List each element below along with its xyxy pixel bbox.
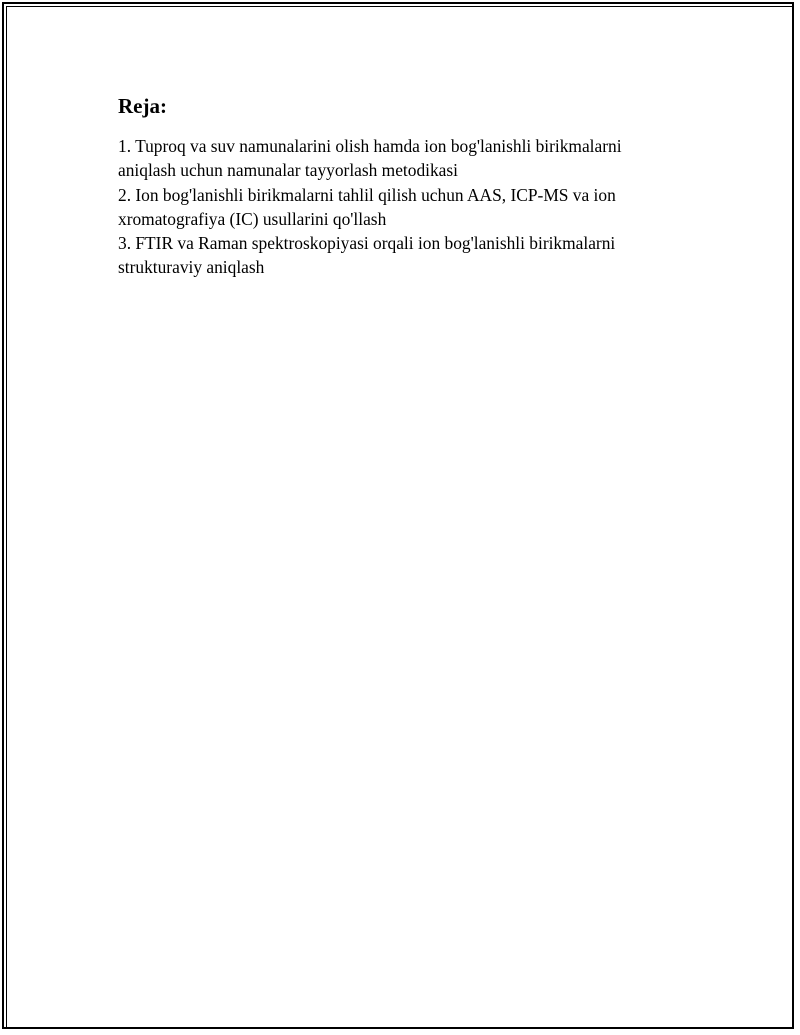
plan-item: 1. Tuproq va suv namunalarini olish hamda ion bog'lanishli birikmalarni aniqlash uchun namunalar tayyorlash metodikasi — [118, 136, 622, 181]
plan-list — [118, 134, 678, 280]
plan-item: 2. Ion bog'lanishli birikmalarni tahlil qilish uchun AAS, ICP-MS va ion xromatografiya (IC) usullarini qo'llash — [118, 184, 616, 229]
plan-item: 3. FTIR va Raman spektroskopiyasi orqali ion bog'lanishli birikmalarni strukturaviy aniqlash — [118, 233, 616, 278]
plan-heading: Reja: — [118, 94, 167, 118]
document-body — [118, 92, 678, 280]
